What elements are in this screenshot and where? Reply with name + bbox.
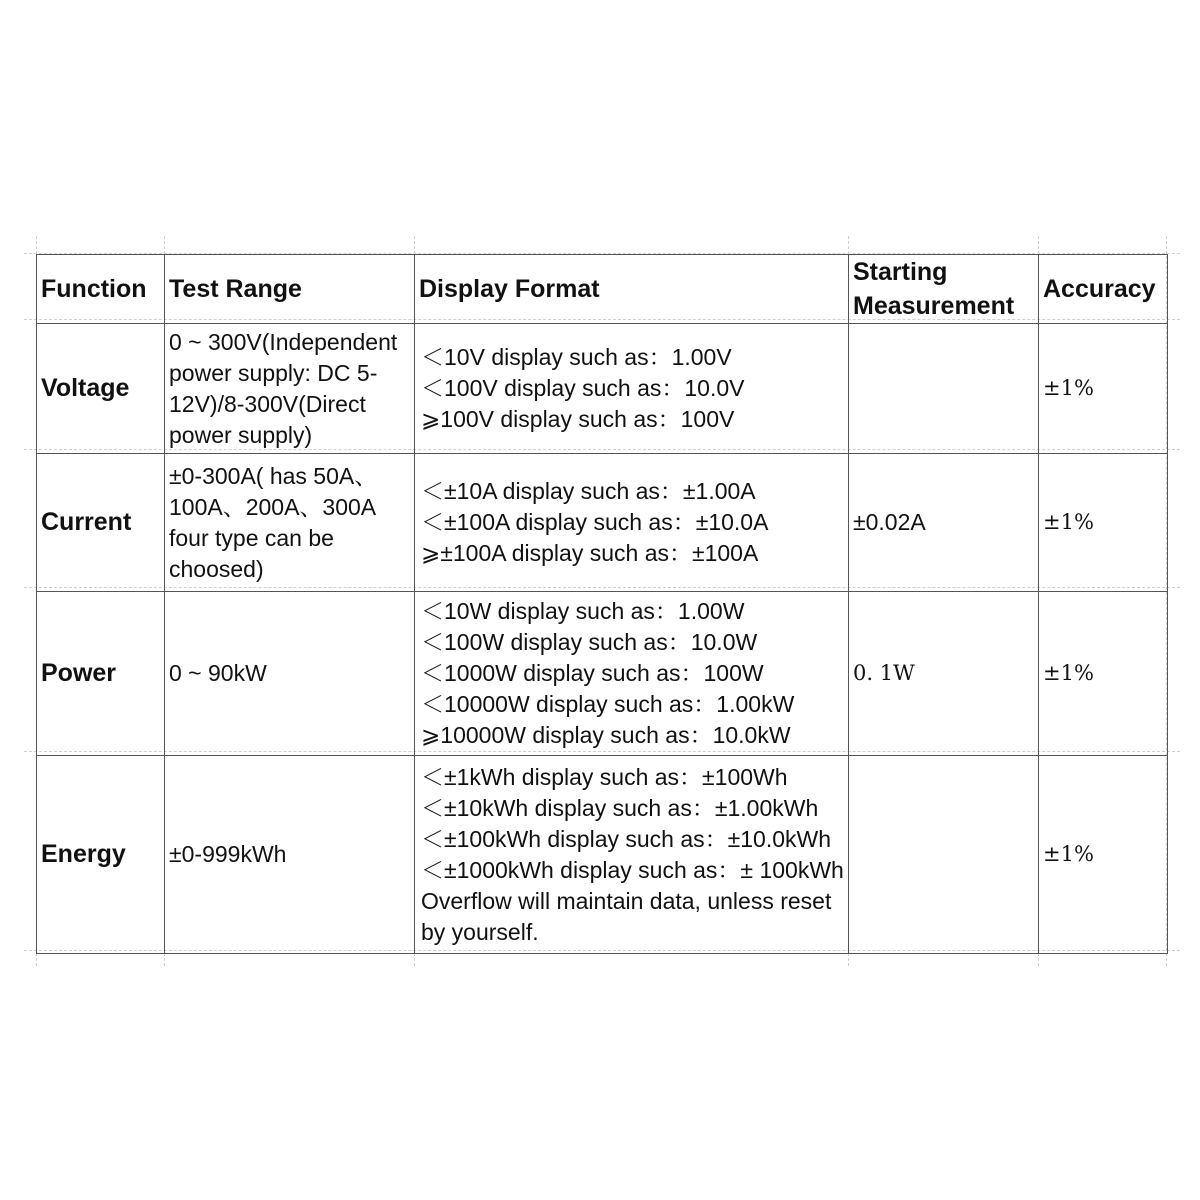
function-cell: Voltage xyxy=(37,324,165,454)
accuracy-cell: ±1% xyxy=(1039,592,1168,756)
specification-table xyxy=(36,254,1168,954)
display-format-line: ＜±1kWh display such as：±100Wh xyxy=(421,763,788,790)
starting-measurement-cell xyxy=(849,324,1039,454)
display-format-cell xyxy=(415,324,849,454)
display-format-line: ＜10W display such as：1.00W xyxy=(421,598,745,624)
display-format-line: ＜10V display such as：1.00V xyxy=(421,344,732,370)
display-format-line: ⩾±100A display such as：±100A xyxy=(421,540,759,566)
test-range-cell: ±0-300A( has 50A、100A、200A、300A four type can be choosed) xyxy=(165,454,415,592)
header-function: Function xyxy=(37,255,165,324)
starting-measurement-cell: 0. 1W xyxy=(849,592,1039,756)
display-format-cell xyxy=(415,454,849,592)
display-format-cell xyxy=(415,756,849,954)
display-format-line: ＜±10A display such as：±1.00A xyxy=(421,478,756,504)
accuracy-cell: ±1% xyxy=(1039,756,1168,954)
test-range-cell: 0 ~ 300V(Independent power supply: DC 5-12V)/8-300V(Direct power supply) xyxy=(165,324,415,454)
function-cell: Power xyxy=(37,592,165,756)
function-cell: Energy xyxy=(37,756,165,954)
header-starting-measurement: Starting Measurement xyxy=(849,255,1039,324)
table-header-row xyxy=(37,255,1168,324)
header-display-format: Display Format xyxy=(415,255,849,324)
table-row-power xyxy=(37,592,1168,756)
starting-measurement-cell xyxy=(849,756,1039,954)
header-test-range: Test Range xyxy=(165,255,415,324)
test-range-cell: ±0-999kWh xyxy=(165,756,415,954)
display-format-line: ＜10000W display such as：1.00kW xyxy=(421,691,795,717)
display-format-line: ＜±1000kWh display such as：± 100kWh Overflow will maintain data, unless reset by yourself. xyxy=(421,856,844,945)
starting-measurement-cell: ±0.02A xyxy=(849,454,1039,592)
display-format-line: ＜100V display such as：10.0V xyxy=(421,375,745,401)
table-row-voltage xyxy=(37,324,1168,454)
display-format-line: ＜±100kWh display such as：±10.0kWh xyxy=(421,825,832,852)
accuracy-cell: ±1% xyxy=(1039,324,1168,454)
display-format-line: ⩾100V display such as：100V xyxy=(421,406,735,432)
table-row-energy xyxy=(37,756,1168,954)
display-format-line: ＜100W display such as：10.0W xyxy=(421,629,758,655)
display-format-line: ⩾10000W display such as：10.0kW xyxy=(421,722,791,748)
accuracy-cell: ±1% xyxy=(1039,454,1168,592)
table-row-current xyxy=(37,454,1168,592)
function-cell: Current xyxy=(37,454,165,592)
display-format-line: ＜1000W display such as：100W xyxy=(421,660,764,686)
display-format-line: ＜±10kWh display such as：±1.00kWh xyxy=(421,794,819,821)
test-range-cell: 0 ~ 90kW xyxy=(165,592,415,756)
header-accuracy: Accuracy xyxy=(1039,255,1168,324)
display-format-line: ＜±100A display such as：±10.0A xyxy=(421,509,769,535)
display-format-cell xyxy=(415,592,849,756)
